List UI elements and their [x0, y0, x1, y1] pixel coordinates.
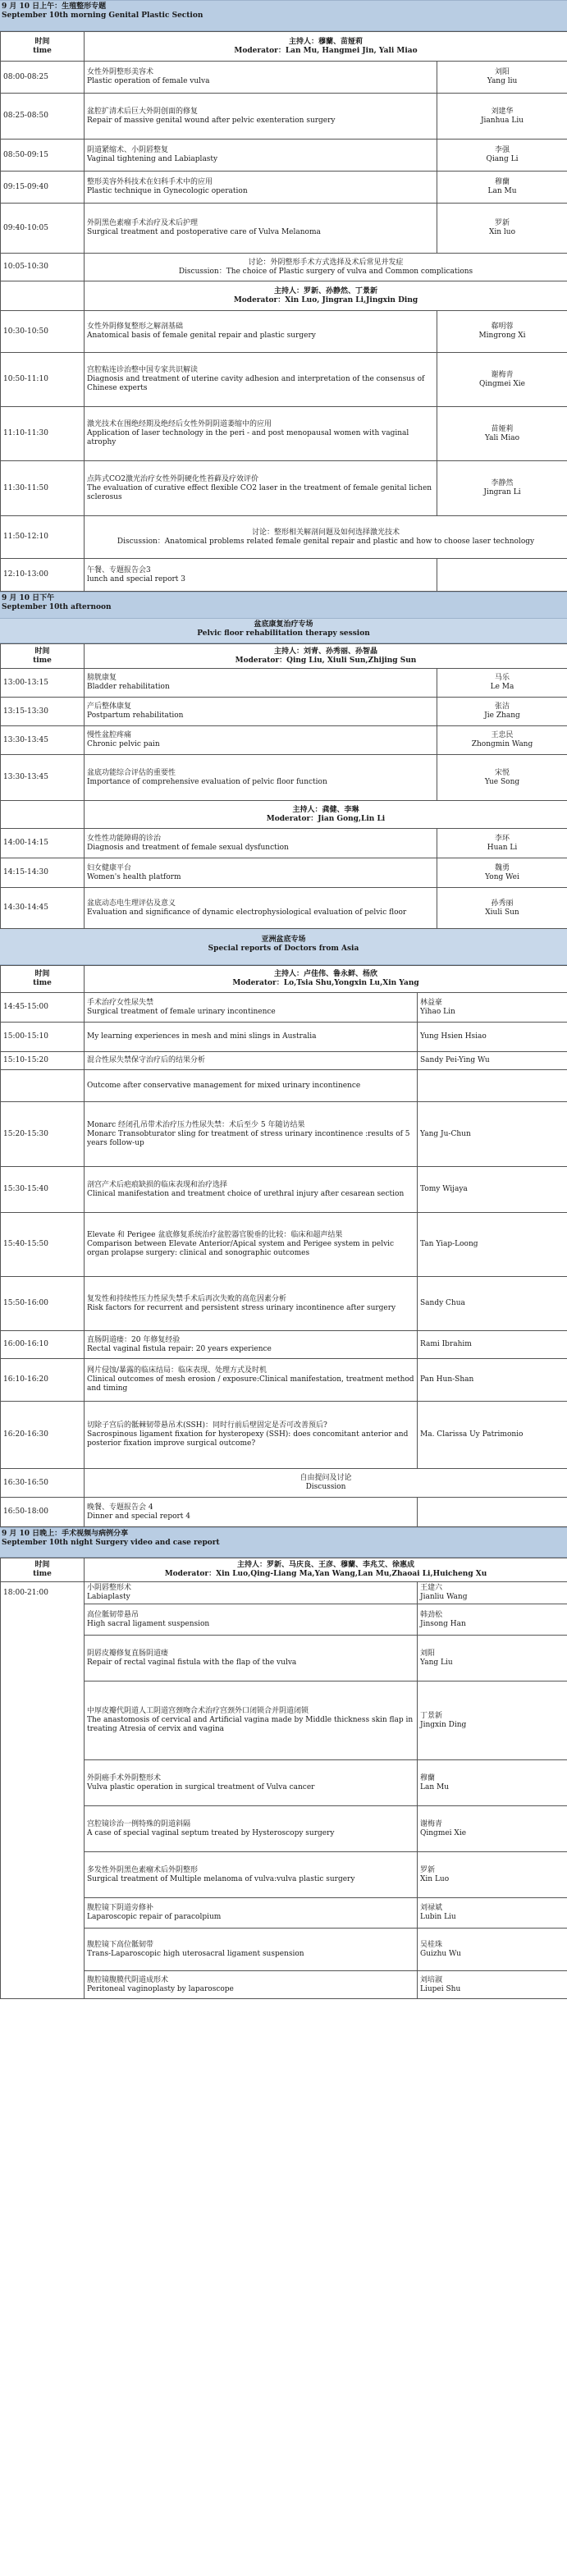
- speaker-cell: 罗新 Xin luo: [437, 204, 567, 254]
- dinner-row: [1, 1498, 567, 1527]
- time-cell: 15:10-15:20: [1, 1052, 85, 1070]
- time-cell: 08:25-08:50: [1, 94, 85, 140]
- lunch-row: [1, 559, 567, 592]
- speaker-cell: 郗明蓉 Mingrong Xi: [437, 311, 567, 353]
- session-header-pelvic-floor: [0, 619, 567, 643]
- discussion-cell: 讨论：外阴整形手术方式选择及术后常见并发症 Discussion：The choice of Plastic surgery of vulva and Common complications: [85, 254, 567, 281]
- time-header: 时间 time: [1, 32, 85, 62]
- table-row: [1, 1898, 567, 1929]
- table-header-row: [1, 644, 567, 669]
- section-title-en: September 10th night Surgery video and case report: [2, 1539, 220, 1547]
- table-row: [1, 1331, 567, 1359]
- discussion-cell: 讨论：整形相关解剖问题及如何选择激光技术 Discussion：Anatomical problems related female genital repair and plastic and how to choose laser technology: [85, 516, 567, 559]
- time-cell: 13:00-13:15: [1, 669, 85, 698]
- speaker-cell: 李强 Qiang Li: [437, 140, 567, 172]
- empty-cell: [1, 281, 85, 311]
- table-row: [1, 1213, 567, 1277]
- time-cell: 16:50-18:00: [1, 1498, 85, 1527]
- time-cell: 09:15-09:40: [1, 172, 85, 204]
- speaker-cell: 刘阳 Yang liu: [437, 62, 567, 94]
- table-row: [1, 726, 567, 755]
- topic-cell: 膀胱康复 Bladder rehabilitation: [85, 669, 437, 698]
- section-title-cn: 9 月 10 日晚上：手术视频与病例分享: [2, 1530, 129, 1538]
- table-row: [1, 461, 567, 516]
- speaker-cell: 李环 Huan Li: [437, 829, 567, 858]
- topic-cell: 阴道紧缩术、小阴唇整复 Vaginal tightening and Labiaplasty: [85, 140, 437, 172]
- topic-cell: 阴唇皮瓣修复直肠阴道瘘 Repair of rectal vaginal fistula with the flap of the vulva: [85, 1636, 418, 1681]
- speaker-cell: Pan Hun-Shan: [418, 1359, 567, 1402]
- speaker-cell: Tan Yiap-Loong: [418, 1213, 567, 1277]
- table-row: [1, 1023, 567, 1052]
- time-cell: 15:50-16:00: [1, 1277, 85, 1331]
- speaker-cell: [418, 1070, 567, 1102]
- time-cell: 16:00-16:10: [1, 1331, 85, 1359]
- topic-cell: 中厚皮瓣代阴道人工阴道宫颈吻合术治疗宫颈外口闭锁合并阴道闭锁 The anastomosis of cervical and Artificial vagina made by Middle thickness skin flap in treating Atresia of cervix and vagina: [85, 1681, 418, 1760]
- topic-cell: 宫腔粘连诊治整中国专家共识解读 Diagnosis and treatment of uterine cavity adhesion and interpretation of the consensus of Chinese experts: [85, 353, 437, 407]
- table-row: [1, 1929, 567, 1971]
- time-cell: 16:10-16:20: [1, 1359, 85, 1402]
- schedule-table-asia: [0, 965, 567, 1527]
- time-cell: [1, 1070, 85, 1102]
- topic-cell: 女性外阴修复整形之解剖基础 Anatomical basis of female genital repair and plastic surgery: [85, 311, 437, 353]
- empty-cell: [418, 1498, 567, 1527]
- schedule-table-morning: [0, 31, 567, 592]
- speaker-cell: Ma. Clarissa Uy Patrimonio: [418, 1402, 567, 1469]
- time-cell: 10:30-10:50: [1, 311, 85, 353]
- speaker-cell: 韩劲松 Jinsong Han: [418, 1604, 567, 1636]
- lunch-cell: 午餐、专题报告会3 lunch and special report 3: [85, 559, 437, 592]
- table-row: [1, 1102, 567, 1167]
- topic-cell: 手术治疗女性尿失禁 Surgical treatment of female urinary incontinence: [85, 993, 418, 1023]
- time-cell: 13:30-13:45: [1, 726, 85, 755]
- dinner-cell: 晚餐、专题报告会 4 Dinner and special report 4: [85, 1498, 418, 1527]
- time-cell: 15:40-15:50: [1, 1213, 85, 1277]
- time-cell: 15:00-15:10: [1, 1023, 85, 1052]
- session-title-en: Pelvic floor rehabilitation therapy session: [197, 629, 370, 638]
- speaker-cell: 宋悦 Yue Song: [437, 755, 567, 801]
- topic-cell: 点阵式CO2激光治疗女性外阴硬化性苔藓及疗效评价 The evaluation of curative effect flexible CO2 laser in the treatment of female genital lichen sclerosus: [85, 461, 437, 516]
- moderator-header: 主持人：卢佳伟、鲁永鲜、杨欣 Moderator：Lo,Tsia Shu,Yongxin Lu,Xin Yang: [85, 966, 567, 993]
- table-row: [1, 755, 567, 801]
- speaker-cell: Tomy Wijaya: [418, 1167, 567, 1213]
- moderator-header: 主持人：罗新、马庆良、王彦、穆蘭、李兆艾、徐惠成 Moderator：Xin Luo,Qing-Liang Ma,Yan Wang,Lan Mu,Zhaoai Li,Huicheng Xu: [85, 1558, 567, 1582]
- section-title-cn: 9 月 10 日上午：生殖整形专题: [2, 2, 107, 11]
- section-title-en: September 10th morning Genital Plastic Section: [2, 11, 203, 20]
- speaker-cell: 苗娅莉 Yali Miao: [437, 407, 567, 461]
- topic-cell: 腹腔镜下阴道旁修补 Laparoscopic repair of paracolpium: [85, 1898, 418, 1929]
- topic-cell: 腹腔镜下高位骶韧带 Trans-Laparoscopic high uterosacral ligament suspension: [85, 1929, 418, 1971]
- topic-cell: 宫腔镜诊治一例特殊的阴道斜隔 A case of special vaginal septum treated by Hysteroscopy surgery: [85, 1806, 418, 1852]
- moderator-header: 主持人：穆蘭、苗娅莉 Moderator：Lan Mu, Hangmei Jin, Yali Miao: [85, 32, 567, 62]
- moderator-header: 主持人：罗新、孙静然、丁景新 Moderator：Xin Luo, Jingran Li,Jingxin Ding: [85, 281, 567, 311]
- speaker-cell: 罗新 Xin Luo: [418, 1852, 567, 1898]
- table-row: [1, 1052, 567, 1070]
- time-cell: 14:45-15:00: [1, 993, 85, 1023]
- time-cell: 14:00-14:15: [1, 829, 85, 858]
- table-row: [1, 140, 567, 172]
- time-cell: 16:20-16:30: [1, 1402, 85, 1469]
- topic-cell: 切除子宫后的骶棘韧带悬吊术(SSH)：同时行前后壁固定是否可改善预后? Sacrospinous ligament fixation for hysteropexy (SSH): does concomitant anterior and posterior fixation improve surgical outcome?: [85, 1402, 418, 1469]
- speaker-cell: 谢梅青 Qingmei Xie: [418, 1806, 567, 1852]
- time-cell: 11:30-11:50: [1, 461, 85, 516]
- time-cell: 18:00-21:00: [1, 1582, 85, 1999]
- speaker-cell: 李静然 Jingran Li: [437, 461, 567, 516]
- speaker-cell: Rami Ibrahim: [418, 1331, 567, 1359]
- time-header: 时间 time: [1, 644, 85, 669]
- table-row: [1, 204, 567, 254]
- speaker-cell: 王建六 Jianliu Wang: [418, 1582, 567, 1604]
- table-row: [1, 829, 567, 858]
- time-cell: 11:10-11:30: [1, 407, 85, 461]
- table-row: [1, 669, 567, 698]
- empty-cell: [1, 801, 85, 829]
- discussion-row: [1, 1469, 567, 1498]
- section-header-night: [0, 1527, 567, 1558]
- topic-cell: 腹腔镜腹膜代阴道成形术 Peritoneal vaginoplasty by laparoscope: [85, 1971, 418, 1999]
- topic-cell: 网片侵蚀/暴露的临床结局：临床表现、处理方式及时机 Clinical outcomes of mesh erosion / exposure:Clinical manifestation, treatment method and timing: [85, 1359, 418, 1402]
- table-row: [1, 1760, 567, 1806]
- table-row: [1, 993, 567, 1023]
- topic-cell: 慢性盆腔疼痛 Chronic pelvic pain: [85, 726, 437, 755]
- schedule-table-night: [0, 1558, 567, 1999]
- speaker-cell: 穆蘭 Lan Mu: [418, 1760, 567, 1806]
- topic-cell: 妇女健康平台 Women's health platform: [85, 858, 437, 888]
- moderator-header: 主持人：刘青、孙秀丽、孙智晶 Moderator：Qing Liu, Xiuli Sun,Zhijing Sun: [85, 644, 567, 669]
- speaker-cell: 林益豪 Yihao Lin: [418, 993, 567, 1023]
- table-row: [1, 1806, 567, 1852]
- moderator-row: [1, 801, 567, 829]
- table-row: [1, 1582, 567, 1604]
- time-cell: 16:30-16:50: [1, 1469, 85, 1498]
- table-row: [1, 888, 567, 929]
- table-row: [1, 172, 567, 204]
- speaker-cell: 谢梅青 Qingmei Xie: [437, 353, 567, 407]
- topic-cell: 高位骶韧带悬吊 High sacral ligament suspension: [85, 1604, 418, 1636]
- time-cell: 12:10-13:00: [1, 559, 85, 592]
- table-row: [1, 94, 567, 140]
- topic-cell: Outcome after conservative management for mixed urinary incontinence: [85, 1070, 418, 1102]
- topic-cell: 复发性和持续性压力性尿失禁手术后再次失败的高危因素分析 Risk factors for recurrent and persistent stress urinary incontinence after surgery: [85, 1277, 418, 1331]
- topic-cell: 整形美容外科技术在妇科手术中的应用 Plastic technique in Gynecologic operation: [85, 172, 437, 204]
- discussion-row: [1, 516, 567, 559]
- speaker-cell: 刘培淑 Liupei Shu: [418, 1971, 567, 1999]
- table-row: [1, 1681, 567, 1760]
- section-header-morning: [0, 0, 567, 31]
- table-row: [1, 1359, 567, 1402]
- session-title-en: Special reports of Doctors from Asia: [208, 945, 359, 953]
- moderator-header: 主持人：龚健、李琳 Moderator：Jian Gong,Lin Li: [85, 801, 567, 829]
- table-row: [1, 858, 567, 888]
- time-cell: 10:05-10:30: [1, 254, 85, 281]
- table-header-row: [1, 966, 567, 993]
- time-header: 时间 time: [1, 1558, 85, 1582]
- schedule-table-afternoon: [0, 643, 567, 929]
- moderator-row: [1, 281, 567, 311]
- section-header-afternoon: [0, 592, 567, 619]
- table-header-row: [1, 1558, 567, 1582]
- table-row: [1, 62, 567, 94]
- topic-cell: 外阴癌手术外阴整形术 Vulva plastic operation in surgical treatment of Vulva cancer: [85, 1760, 418, 1806]
- topic-cell: 盆底动态电生理评估及意义 Evaluation and significance of dynamic electrophysiological evaluation of pelvic floor: [85, 888, 437, 929]
- table-row: [1, 1402, 567, 1469]
- time-header: 时间 time: [1, 966, 85, 993]
- time-cell: 14:15-14:30: [1, 858, 85, 888]
- speaker-cell: Sandy Chua: [418, 1277, 567, 1331]
- time-cell: 10:50-11:10: [1, 353, 85, 407]
- speaker-cell: 魏勇 Yong Wei: [437, 858, 567, 888]
- table-row: [1, 1604, 567, 1636]
- empty-cell: [437, 559, 567, 592]
- table-row: [1, 407, 567, 461]
- speaker-cell: 张洁 Jie Zhang: [437, 698, 567, 726]
- topic-cell: Elevate 和 Perigee 盆底修复系统治疗盆腔器官脱垂的比较：临床和超声结果 Comparison between Elevate Anterior/Apical system and Perigee system in pelvic organ prolapse surgery: clinical and sonographic outcomes: [85, 1213, 418, 1277]
- speaker-cell: Yang Ju-Chun: [418, 1102, 567, 1167]
- speaker-cell: 丁景新 Jingxin Ding: [418, 1681, 567, 1760]
- topic-cell: 盆底功能综合评估的重要性 Importance of comprehensive evaluation of pelvic floor function: [85, 755, 437, 801]
- speaker-cell: Sandy Pei-Ying Wu: [418, 1052, 567, 1070]
- table-row: [1, 1852, 567, 1898]
- speaker-cell: 穆蘭 Lan Mu: [437, 172, 567, 204]
- topic-cell: 盆腔扩清术后巨大外阴创面的修复 Repair of massive genital wound after pelvic exenteration surgery: [85, 94, 437, 140]
- table-row: [1, 353, 567, 407]
- speaker-cell: 马乐 Le Ma: [437, 669, 567, 698]
- topic-cell: My learning experiences in mesh and mini slings in Australia: [85, 1023, 418, 1052]
- discussion-row: [1, 254, 567, 281]
- topic-cell: 多发性外阴黑色素瘤术后外阴整形 Surgical treatment of Multiple melanoma of vulva:vulva plastic surgery: [85, 1852, 418, 1898]
- topic-cell: 直肠阴道瘘：20 年修复经验 Rectal vaginal fistula repair: 20 years experience: [85, 1331, 418, 1359]
- discussion-cell: 自由提问及讨论 Discussion: [85, 1469, 567, 1498]
- time-cell: 13:15-13:30: [1, 698, 85, 726]
- time-cell: 08:00-08:25: [1, 62, 85, 94]
- speaker-cell: 孙秀丽 Xiuli Sun: [437, 888, 567, 929]
- topic-cell: 女性外阴整形美容术 Plastic operation of female vulva: [85, 62, 437, 94]
- section-title-cn: 9 月 10 日下午: [2, 594, 55, 602]
- table-row: [1, 698, 567, 726]
- topic-cell: 外阴黑色素瘤手术治疗及术后护理 Surgical treatment and postoperative care of Vulva Melanoma: [85, 204, 437, 254]
- table-row: [1, 311, 567, 353]
- time-cell: 15:20-15:30: [1, 1102, 85, 1167]
- speaker-cell: 刘阳 Yang Liu: [418, 1636, 567, 1681]
- session-header-asia: [0, 929, 567, 965]
- speaker-cell: Yung Hsien Hsiao: [418, 1023, 567, 1052]
- topic-cell: 混合性尿失禁保守治疗后的结果分析: [85, 1052, 418, 1070]
- speaker-cell: 吴桂珠 Guizhu Wu: [418, 1929, 567, 1971]
- table-row: [1, 1636, 567, 1681]
- time-cell: 15:30-15:40: [1, 1167, 85, 1213]
- time-cell: 11:50-12:10: [1, 516, 85, 559]
- speaker-cell: 王忠民 Zhongmin Wang: [437, 726, 567, 755]
- time-cell: 09:40-10:05: [1, 204, 85, 254]
- table-row: [1, 1971, 567, 1999]
- speaker-cell: 刘建华 Jianhua Liu: [437, 94, 567, 140]
- topic-cell: 产后整体康复 Postpartum rehabilitation: [85, 698, 437, 726]
- session-title-cn: 盆底康复治疗专场: [254, 620, 313, 629]
- table-header-row: [1, 32, 567, 62]
- table-row: [1, 1167, 567, 1213]
- table-row: [1, 1070, 567, 1102]
- table-row: [1, 1277, 567, 1331]
- time-cell: 13:30-13:45: [1, 755, 85, 801]
- section-title-en: September 10th afternoon: [2, 603, 112, 611]
- time-cell: 08:50-09:15: [1, 140, 85, 172]
- speaker-cell: 刘禄斌 Lubin Liu: [418, 1898, 567, 1929]
- topic-cell: 女性性功能障碍的诊治 Diagnosis and treatment of female sexual dysfunction: [85, 829, 437, 858]
- time-cell: 14:30-14:45: [1, 888, 85, 929]
- topic-cell: 剖宫产术后疤痕缺损的临床表现和治疗选择 Clinical manifestation and treatment choice of urethral injury after cesarean section: [85, 1167, 418, 1213]
- topic-cell: 小阴唇整形术 Labiaplasty: [85, 1582, 418, 1604]
- session-title-cn: 亚洲盆底专场: [261, 936, 306, 944]
- topic-cell: 激光技术在围绝经期及绝经后女性外阴阴道萎缩中的应用 Application of laser technology in the peri - and post menopausal women with vaginal atrophy: [85, 407, 437, 461]
- topic-cell: Monarc 经闭孔吊带术治疗压力性尿失禁：术后至少 5 年随访结果 Monarc Transobturator sling for treatment of stress urinary incontinence :results of 5 years follow-up: [85, 1102, 418, 1167]
